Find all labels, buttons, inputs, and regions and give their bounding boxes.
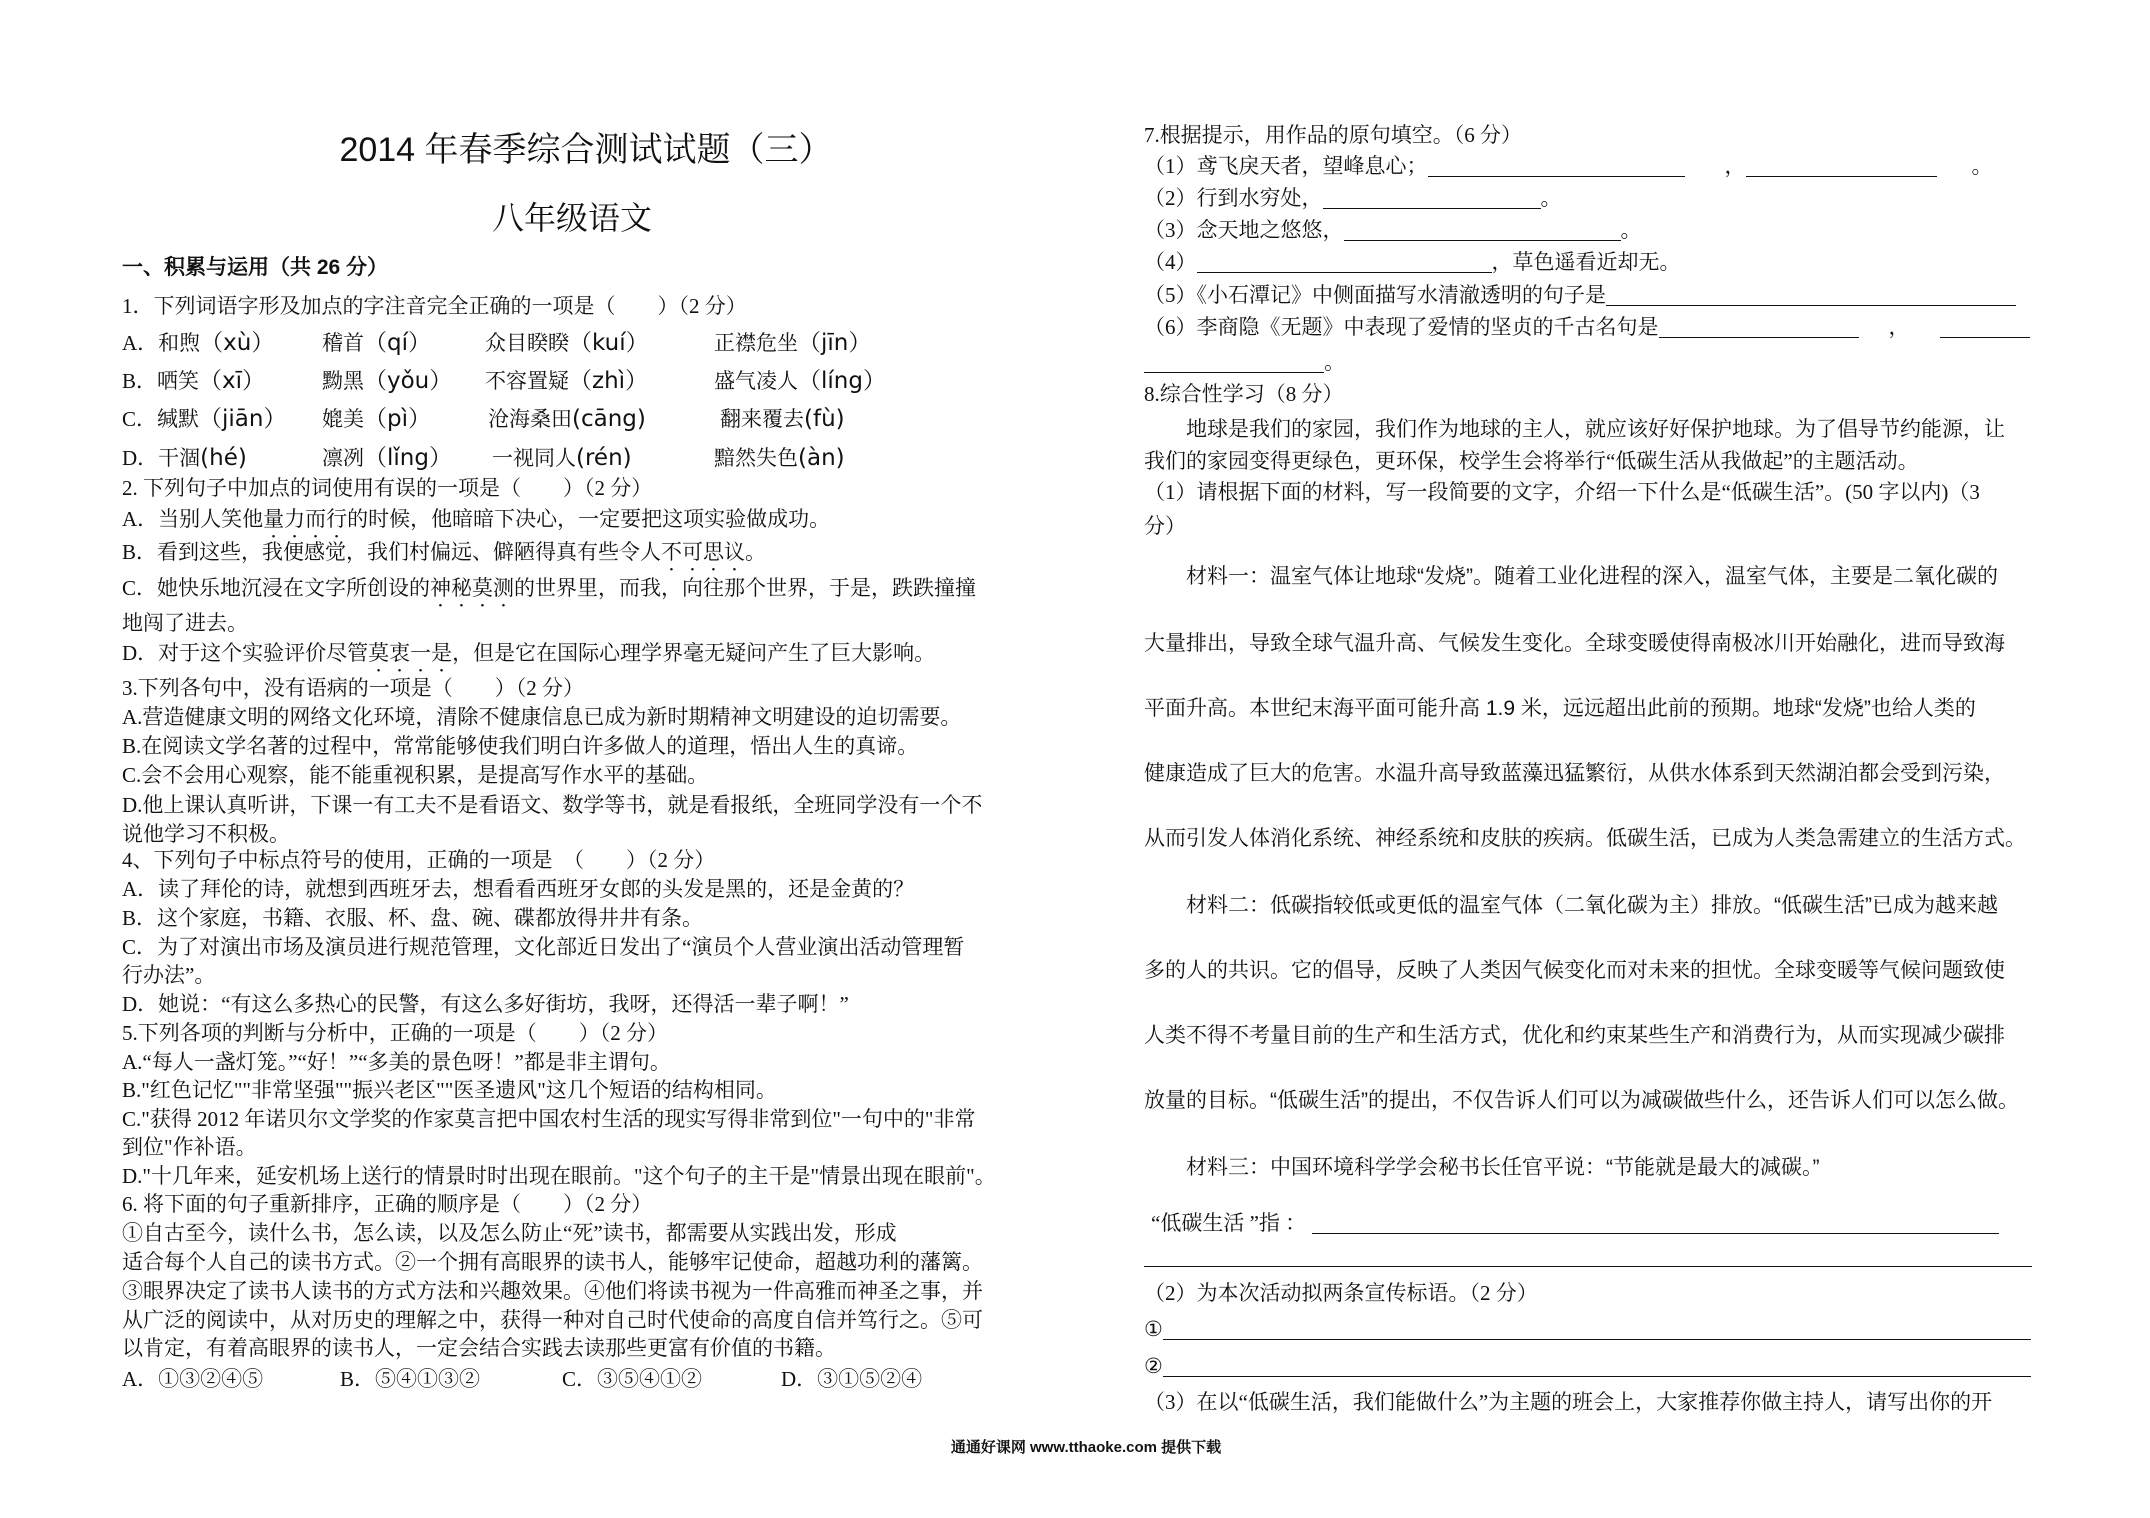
question-6-stem: 6. 将下面的句子重新排序，正确的顺序是（ ）（2 分） [122, 1192, 653, 1216]
definition-line [1151, 1208, 1999, 1238]
option-word: B．哂笑 [122, 369, 200, 393]
option-word: 凛冽 [322, 446, 364, 470]
question-6-option-a: A．①③②④⑤ [122, 1367, 264, 1391]
item-text: ， [1724, 154, 1746, 178]
option-item [322, 326, 431, 360]
option-item [492, 441, 632, 475]
item-text: 。 [1324, 350, 1345, 374]
material-1-line: 平面升高。本世纪末海平面可能升高 1.9 米，远远超出此前的预期。地球“发烧”也给人类的 [1144, 697, 1976, 720]
material-2-line: 放量的目标。“低碳生活”的提出，不仅告诉人们可以为减碳做些什么，还告诉人们可以怎么做。 [1144, 1089, 2019, 1112]
option-pinyin: (hé) [200, 445, 247, 471]
answer-blank [1312, 1213, 1999, 1234]
material-1-line: 从而引发人体消化系统、神经系统和皮肤的疾病。低碳生活，已成为人类急需建立的生活方式。 [1144, 827, 2026, 850]
question-8-intro-line: 地球是我们的家园，我们作为地球的主人，就应该好好保护地球。为了倡导节约能源，让 [1186, 417, 2005, 441]
question-3-line: 说他学习不积极。 [122, 822, 290, 846]
item-text: 。 [1971, 154, 1993, 178]
answer-blank [1428, 156, 1685, 177]
question-5-line: C."获得 2012 年诺贝尔文学奖的作家莫言把中国农村生活的现实写得非常到位"一句中的"非常 [122, 1107, 976, 1131]
option-item [720, 402, 845, 436]
question-6-option-c: C．③⑤④①② [562, 1367, 703, 1391]
answer-blank [1940, 317, 2030, 338]
answer-blank [1323, 188, 1541, 209]
question-2-option-c-continued: 地闯了进去。 [122, 611, 248, 635]
option-item [714, 364, 886, 398]
slogan-marker: ① [1144, 1317, 1163, 1341]
question-6-passage-line: 以肯定，有着高眼界的读书人，一定会结合实践去读那些更富有价值的书籍。 [122, 1336, 836, 1360]
option-word: A．和煦 [122, 331, 201, 355]
question-5-stem: 5.下列各项的判断与分析中，正确的一项是（ ）（2 分） [122, 1021, 668, 1045]
option-item [485, 326, 649, 360]
material-2-line: 人类不得不考量目前的生产和生活方式，优化和约束某些生产和消费行为，从而实现减少碳排 [1144, 1024, 2005, 1047]
question-4-line: C．为了对演出市场及演员进行规范管理，文化部近日发出了“演员个人营业演出活动管理暂 [122, 935, 965, 959]
question-6-passage-line: ①自古至今，读什么书，怎么读，以及怎么防止“死”读书，都需要从实践出发，形成 [122, 1221, 897, 1245]
answer-blank [1144, 352, 1324, 373]
answer-blank [1606, 285, 2016, 306]
question-8-intro-line: 我们的家园变得更绿色，更环保，校学生会将举行“低碳生活从我做起”的主题活动。 [1144, 449, 1919, 473]
question-7-item-5 [1144, 280, 2016, 310]
question-8-sub-1: （1）请根据下面的材料，写一段简要的文字，介绍一下什么是“低碳生活”。(50 字以内)（3 [1144, 480, 1980, 504]
question-3-stem: 3.下列各句中，没有语病的一项是（ ）（2 分） [122, 676, 584, 700]
answer-blank [1163, 1356, 2031, 1377]
option-word: 一视同人 [492, 446, 576, 470]
question-4-line: B．这个家庭，书籍、衣服、杯、盘、碗、碟都放得井井有条。 [122, 906, 704, 930]
question-7-item-3 [1144, 215, 1642, 245]
question-8-stem: 8.综合性学习（8 分） [1144, 382, 1344, 406]
slogan-line-1 [1144, 1314, 2031, 1344]
option-item [122, 326, 274, 360]
question-7-item-1 [1144, 151, 1993, 181]
question-5-line: D."十几年来，延安机场上送行的情景时时出现在眼前。"这个句子的主干是"情景出现在眼前"。 [122, 1164, 996, 1188]
option-pinyin: （lǐng） [364, 445, 452, 471]
question-1-option-c [122, 402, 1042, 436]
answer-blank [1197, 252, 1492, 273]
question-1-stem: 1．下列词语字形及加点的字注音完全正确的一项是（ ）（2 分） [122, 294, 747, 318]
right-column [1144, 0, 2084, 1518]
question-6-passage-line: ③眼界决定了读书人读书的方式方法和兴趣效果。④他们将读书视为一件高雅而神圣之事，并 [122, 1279, 983, 1303]
item-text: （3）念天地之悠悠， [1144, 218, 1344, 242]
question-1-option-a [122, 326, 1042, 360]
answer-blank [1344, 220, 1621, 241]
question-6-passage-line: 从广泛的阅读中，从对历史的理解之中，获得一种对自己时代使命的高度自信并笃行之。⑤可 [122, 1308, 983, 1332]
item-text: ， [1888, 315, 1910, 339]
option-pinyin: （qí） [364, 330, 431, 356]
answer-rule-line [1144, 1266, 2032, 1267]
footer-source: 通通好课网 www.tthaoke.com 提供下载 [950, 1439, 1222, 1456]
option-text: B．看到这些，我便感觉，我们村偏远、僻陋得真有些令人 [122, 540, 662, 564]
option-text: 的时候，他暗暗下决心，一定要把这项实验做成功。 [347, 507, 831, 531]
item-text: （4） [1144, 250, 1197, 274]
answer-blank [1163, 1319, 2031, 1340]
question-1-option-b [122, 364, 1042, 398]
item-text: （2）行到水穷处， [1144, 186, 1323, 210]
material-2-line: 材料二：低碳指较低或更低的温室气体（二氧化碳为主）排放。“低碳生活”已成为越来越 [1186, 894, 1998, 917]
option-word: 众目睽睽 [485, 331, 569, 355]
question-6-options [122, 1362, 1042, 1396]
answer-blank [1746, 156, 1937, 177]
question-2-option-d [122, 638, 935, 677]
option-pinyin: （zhì） [569, 368, 649, 394]
question-2-option-b [122, 537, 766, 576]
question-4-stem: 4、下列句子中标点符号的使用，正确的一项是 （ ）（2 分） [122, 848, 716, 872]
question-4-line: D．她说：“有这么多热心的民警，有这么多好街坊，我呀，还得活一辈子啊！” [122, 992, 849, 1016]
item-text: ，草色遥看近却无。 [1491, 250, 1681, 274]
left-column [122, 0, 1052, 1518]
option-pinyin: (cāng) [572, 406, 646, 432]
question-5-line: B."红色记忆""非常坚强""振兴老区""医圣遗风"这几个短语的结构相同。 [122, 1078, 777, 1102]
question-4-line: 行办法”。 [122, 963, 216, 987]
option-item [714, 326, 871, 360]
dotted-word: 神秘莫测 [430, 576, 515, 600]
answer-blank [1659, 317, 1859, 338]
exam-title: 2014 年春季综合测试试题（三） [339, 131, 833, 169]
option-word: 黯然失色 [714, 446, 798, 470]
question-7-item-4 [1144, 247, 1681, 277]
question-2-stem: 2. 下列句子中加点的词使用有误的一项是（ ）（2 分） [122, 476, 653, 500]
question-7-item-6 [1144, 312, 2030, 342]
option-word: 媲美 [322, 407, 364, 431]
exam-subtitle: 八年级语文 [491, 200, 652, 236]
option-item [322, 441, 452, 475]
material-1-line: 材料一：温室气体让地球“发烧”。随着工业化进程的深入，温室气体，主要是二氧化碳的 [1186, 565, 1998, 588]
option-item [122, 364, 265, 398]
option-pinyin: (rén) [576, 445, 632, 471]
material-3: 材料三：中国环境科学学会秘书长任官平说：“节能就是最大的减碳。” [1186, 1156, 1820, 1179]
question-6-option-b: B．⑤④①③② [340, 1367, 481, 1391]
item-text: 。 [1620, 218, 1642, 242]
option-word: D．干涸 [122, 446, 201, 470]
question-3-line: D.他上课认真听讲，下课一有工夫不是看语文、数学等书，就是看报纸，全班同学没有一个不 [122, 793, 983, 817]
option-word: 盛气凌人 [714, 369, 798, 393]
dotted-word: 莫衷一是 [368, 641, 453, 665]
question-6-option-d: D．③①⑤②④ [781, 1367, 923, 1391]
option-pinyin: （xù） [200, 330, 275, 356]
option-pinyin: （líng） [798, 368, 886, 394]
option-pinyin: （kuí） [569, 330, 649, 356]
dotted-word: 不可思议 [661, 540, 746, 564]
option-pinyin: （yǒu） [364, 368, 453, 394]
question-2-option-c [122, 573, 976, 612]
question-7-item-6-continued [1144, 347, 1345, 377]
question-3-line: B.在阅读文学名著的过程中，常常能够使我们明白许多做人的道理，悟出人生的真谛。 [122, 734, 919, 758]
option-text: D．对于这个实验评价尽管 [122, 641, 369, 665]
definition-label: “低碳生活 ”指 ： [1151, 1211, 1307, 1235]
question-7-item-2 [1144, 183, 1562, 213]
item-text: （5）《小石潭记》中侧面描写水清澈透明的句子是 [1144, 283, 1606, 307]
question-8-sub-3: （3）在以“低碳生活，我们能做什么”为主题的班会上，大家推荐你做主持人，请写出你的开 [1144, 1390, 1993, 1414]
question-3-line: A.营造健康文明的网络文化环境，清除不健康信息已成为新时期精神文明建设的迫切需要。 [122, 705, 962, 729]
option-pinyin: （xī） [199, 368, 266, 394]
question-6-passage-line: 适合每个人自己的读书方式。②一个拥有高眼界的读书人，能够牢记使命，超越功利的藩篱。 [122, 1250, 983, 1274]
question-4-line: A．读了拜伦的诗，就想到西班牙去，想看看西班牙女郎的头发是黑的，还是金黄的？ [122, 877, 915, 901]
option-word: 正襟危坐 [714, 331, 798, 355]
option-text: C．她快乐地沉浸在文字所创设的 [122, 576, 431, 600]
option-word: 翻来覆去 [720, 407, 804, 431]
option-item [714, 441, 845, 475]
option-item [488, 402, 646, 436]
option-pinyin: （pì） [364, 406, 431, 432]
option-item [485, 364, 648, 398]
item-text: （6）李商隐《无题》中表现了爱情的坚贞的千古名句是 [1144, 315, 1659, 339]
option-word: 不容置疑 [485, 369, 569, 393]
slogan-marker: ② [1144, 1354, 1163, 1378]
dotted-word: 量力而行 [263, 507, 348, 531]
option-text: ，但是它在国际心理学界毫无疑问产生了巨大影响。 [452, 641, 936, 665]
question-8-sub-1-continued: 分） [1144, 514, 1186, 538]
question-1-option-d [122, 441, 1042, 475]
option-pinyin: （jiān） [199, 406, 287, 432]
option-word: 沧海桑田 [488, 407, 572, 431]
option-item [322, 364, 452, 398]
option-word: 稽首 [322, 331, 364, 355]
option-pinyin: （jīn） [798, 330, 872, 356]
section-heading: 一、积累与运用（共 26 分） [122, 256, 389, 279]
item-text: 。 [1540, 186, 1562, 210]
option-item [122, 402, 286, 436]
question-8-sub-2: （2）为本次活动拟两条宣传标语。（2 分） [1144, 1281, 1538, 1305]
option-text: 。 [745, 540, 767, 564]
question-7-stem: 7.根据提示，用作品的原句填空。（6 分） [1144, 123, 1522, 147]
option-word: C．缄默 [122, 407, 200, 431]
item-text: （1）鸢飞戾天者，望峰息心； [1144, 154, 1428, 178]
slogan-line-2 [1144, 1351, 2031, 1381]
option-pinyin: (àn) [798, 445, 845, 471]
question-5-line: 到位"作补语。 [122, 1135, 257, 1159]
option-pinyin: (fù) [804, 406, 845, 432]
option-text: A．当别人笑他 [122, 507, 264, 531]
material-1-line: 健康造成了巨大的危害。水温升高导致蓝藻迅猛繁衍，从供水体系到天然湖泊都会受到污染， [1144, 762, 2005, 785]
material-2-line: 多的人的共识。它的倡导，反映了人类因气候变化而对未来的担忧。全球变暖等气候问题致使 [1144, 959, 2005, 982]
option-word: 黝黑 [322, 369, 364, 393]
option-item [122, 441, 247, 475]
material-1-line: 大量排出，导致全球气温升高、气候发生变化。全球变暖使得南极冰川开始融化，进而导致海 [1144, 632, 2005, 655]
option-text: 的世界里，而我，向往那个世界，于是，跌跌撞撞 [514, 576, 977, 600]
option-item [322, 402, 431, 436]
question-5-line: A.“每人一盏灯笼。”“好！”“多美的景色呀！”都是非主谓句。 [122, 1050, 671, 1074]
question-3-line: C.会不会用心观察，能不能重视积累，是提高写作水平的基础。 [122, 763, 709, 787]
